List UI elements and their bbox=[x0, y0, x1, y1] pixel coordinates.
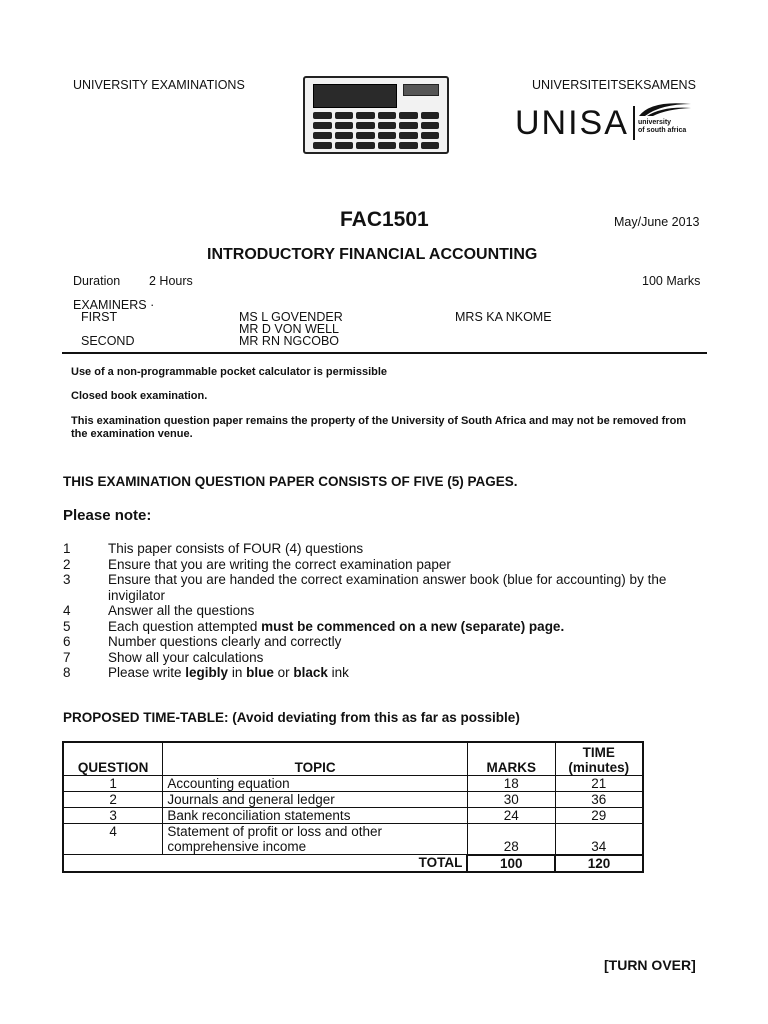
total-label: TOTAL bbox=[163, 855, 467, 872]
note-text: Ensure that you are writing the correct examination paper bbox=[108, 556, 451, 572]
note-number: 5 bbox=[63, 618, 71, 634]
note-item bbox=[63, 603, 709, 619]
unisa-logo-text: UNISA bbox=[515, 104, 629, 142]
note-number: 1 bbox=[63, 541, 71, 556]
divider-rule bbox=[62, 352, 707, 354]
note-number: 8 bbox=[63, 665, 71, 680]
please-note-heading: Please note: bbox=[63, 507, 152, 524]
notes-list bbox=[63, 541, 709, 681]
cell-question: 2 bbox=[63, 792, 163, 808]
closed-book-instruction: Closed book examination. bbox=[71, 390, 208, 402]
note-item bbox=[63, 572, 709, 603]
cell-time: 21 bbox=[555, 776, 643, 792]
note-item bbox=[63, 619, 709, 635]
note-emphasis: legibly bbox=[185, 665, 229, 680]
total-time-cell: 120 bbox=[555, 855, 643, 872]
col-header-topic: TOPIC bbox=[163, 742, 467, 776]
note-emphasis: black bbox=[293, 665, 328, 680]
col-header-marks: MARKS bbox=[467, 742, 555, 776]
pages-statement: THIS EXAMINATION QUESTION PAPER CONSISTS OF FIVE (5) PAGES. bbox=[63, 474, 518, 489]
duration-label: Duration bbox=[73, 274, 121, 288]
note-text: Each question attempted bbox=[108, 618, 262, 634]
note-emphasis: blue bbox=[246, 665, 274, 680]
first-examiner-label: FIRST bbox=[81, 310, 118, 324]
logo-tagline-2: of south africa bbox=[638, 126, 687, 134]
header-left: UNIVERSITY EXAMINATIONS bbox=[73, 78, 245, 92]
logo-divider bbox=[633, 106, 635, 140]
cell-marks: 30 bbox=[467, 792, 555, 808]
course-code: FAC1501 bbox=[340, 208, 429, 231]
note-emphasis: must be commenced on a new (separate) page. bbox=[261, 618, 565, 634]
note-text: Please write bbox=[108, 665, 186, 680]
duration-value: 2 Hours bbox=[149, 274, 193, 288]
unisa-swoosh-icon bbox=[637, 98, 693, 118]
total-marks: 100 Marks bbox=[642, 274, 701, 288]
col-header-time-1: TIME bbox=[582, 745, 615, 760]
header-right: UNIVERSITEITSEKSAMENS bbox=[532, 78, 696, 92]
turn-over: [TURN OVER] bbox=[604, 957, 696, 973]
cell-time: 29 bbox=[555, 808, 643, 824]
timetable-heading: PROPOSED TIME-TABLE: (Avoid deviating from this as far as possible) bbox=[63, 710, 520, 725]
table-total-row bbox=[63, 855, 643, 872]
cell-topic: Bank reconciliation statements bbox=[163, 808, 467, 824]
col-header-time-2: (minutes) bbox=[568, 760, 630, 775]
note-item bbox=[63, 665, 709, 681]
table-row bbox=[63, 792, 643, 808]
note-number: 6 bbox=[63, 634, 71, 649]
note-number: 4 bbox=[63, 603, 71, 618]
note-number: 2 bbox=[63, 556, 71, 572]
note-text: ink bbox=[327, 665, 349, 680]
note-text: Answer all the questions bbox=[108, 603, 255, 618]
logo-tagline-1: university bbox=[638, 119, 672, 126]
table-row bbox=[63, 824, 643, 855]
cell-question: 1 bbox=[63, 776, 163, 792]
cell-topic: Journals and general ledger bbox=[163, 792, 467, 808]
external-examiner: MRS KA NKOME bbox=[455, 310, 552, 324]
note-text: or bbox=[273, 665, 294, 680]
cell-question: 3 bbox=[63, 808, 163, 824]
cell-time: 34 bbox=[555, 824, 643, 855]
examiners-label: EXAMINERS · bbox=[73, 298, 155, 312]
note-item bbox=[63, 634, 709, 650]
table-header-row bbox=[63, 742, 643, 776]
cell-question: 4 bbox=[63, 824, 163, 855]
course-title: INTRODUCTORY FINANCIAL ACCOUNTING bbox=[207, 246, 538, 263]
note-number: 7 bbox=[63, 649, 71, 665]
note-text: in bbox=[228, 665, 247, 680]
calculator-instruction: Use of a non-programmable pocket calculator is permissible bbox=[71, 366, 388, 378]
first-examiner-2: MR D VON WELL bbox=[239, 322, 340, 336]
cell-marks: 24 bbox=[467, 808, 555, 824]
col-header-time bbox=[555, 742, 643, 776]
property-instruction: This examination question paper remains the property of the University of South Africa and may not be removed from the examination venue. bbox=[71, 415, 687, 440]
first-examiner-1: MS L GOVENDER bbox=[239, 310, 343, 324]
table-row bbox=[63, 808, 643, 824]
note-number: 3 bbox=[63, 572, 71, 587]
second-examiner: MR RN NGCOBO bbox=[239, 334, 339, 348]
note-text: Number questions clearly and correctly bbox=[108, 634, 342, 649]
col-header-question: QUESTION bbox=[63, 742, 163, 776]
note-item bbox=[63, 557, 709, 573]
note-item bbox=[63, 650, 709, 666]
cell-topic: Accounting equation bbox=[163, 776, 467, 792]
table-row bbox=[63, 776, 643, 792]
cell-marks: 28 bbox=[467, 824, 555, 855]
timetable bbox=[62, 741, 644, 873]
note-text: Ensure that you are handed the correct examination answer book (blue for accounting) by the invigilator bbox=[108, 572, 667, 603]
note-text: This paper consists of FOUR (4) questions bbox=[108, 541, 364, 556]
calculator-icon bbox=[303, 76, 449, 154]
note-item bbox=[63, 541, 709, 557]
cell-time: 36 bbox=[555, 792, 643, 808]
cell-topic-line-2: comprehensive income bbox=[167, 839, 307, 854]
total-marks-cell: 100 bbox=[467, 855, 555, 872]
cell-marks: 18 bbox=[467, 776, 555, 792]
cell-topic-line-1: Statement of profit or loss and other bbox=[167, 824, 382, 839]
second-examiner-label: SECOND bbox=[81, 334, 135, 348]
note-text: Show all your calculations bbox=[108, 649, 264, 665]
exam-session: May/June 2013 bbox=[614, 215, 700, 229]
total-spacer bbox=[63, 855, 163, 872]
cell-topic bbox=[163, 824, 467, 855]
logo-tagline bbox=[638, 119, 686, 134]
